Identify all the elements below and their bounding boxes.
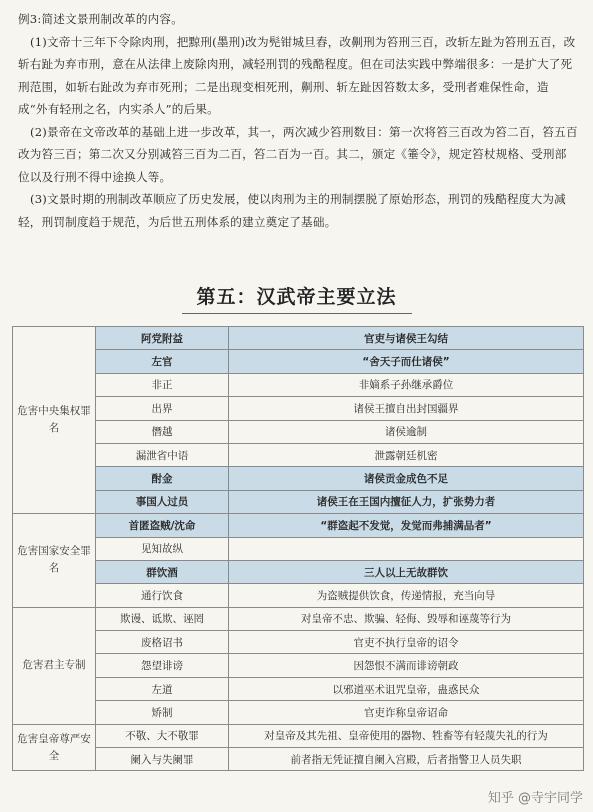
table-row <box>13 584 584 607</box>
table-row <box>13 607 584 630</box>
category-cell: 危害皇帝尊严安全 <box>13 724 96 771</box>
offense-description-cell: “舍天子而仕诸侯” <box>229 350 584 373</box>
paragraph: (1)文帝十三年下令除肉刑，把黥刑(墨刑)改为髡钳城旦舂，改劓刑为笞刑三百，改斩左趾为笞刑五百，改斩右趾为弃市刑，意在从法律上废除肉刑，减轻刑罚的残酷程度。但在司法实践中弊端很多：一是扩大了死刑范围，如斩右趾改为弃市死刑；二是出现变相死刑，劓刑、斩左趾因笞数太多，受刑者难保性命，造成“外有轻刑之名，内实杀人”的后果。 <box>18 34 576 116</box>
offense-description-cell: “群盗起不发觉，发觉而弗捕满品者” <box>229 514 584 537</box>
offense-name-cell: 矫制 <box>96 701 229 724</box>
offense-description-cell: 泄露朝廷机密 <box>229 443 584 466</box>
table-row <box>13 654 584 677</box>
table-row <box>13 631 584 654</box>
offense-name-cell: 群饮酒 <box>96 560 229 583</box>
legislation-table <box>12 326 584 771</box>
offense-name-cell: 欺谩、诋欺、诬罔 <box>96 607 229 630</box>
table-row <box>13 514 584 537</box>
table-row <box>13 701 584 724</box>
offense-description-cell: 为盗贼提供饮食，传递情报，充当向导 <box>229 584 584 607</box>
offense-description-cell: 官吏与诸侯王勾结 <box>229 327 584 350</box>
offense-name-cell: 不敬、大不敬罪 <box>96 724 229 747</box>
offense-name-cell: 通行饮食 <box>96 584 229 607</box>
offense-name-cell: 左官 <box>96 350 229 373</box>
offense-name-cell: 酎金 <box>96 467 229 490</box>
offense-name-cell: 阑入与失阑罪 <box>96 748 229 771</box>
offense-description-cell <box>229 537 584 560</box>
offense-name-cell: 首匿盗贼/沈命 <box>96 514 229 537</box>
offense-name-cell: 事国人过员 <box>96 490 229 513</box>
answer-text <box>18 8 578 233</box>
offense-description-cell: 以邪道巫术诅咒皇帝，蛊惑民众 <box>229 677 584 700</box>
table-row <box>13 327 584 350</box>
table-row <box>13 350 584 373</box>
table-row <box>13 420 584 443</box>
offense-description-cell: 三人以上无故群饮 <box>229 560 584 583</box>
table-row <box>13 748 584 771</box>
table-row <box>13 677 584 700</box>
table-row <box>13 443 584 466</box>
offense-description-cell: 官吏诈称皇帝诏命 <box>229 701 584 724</box>
table-row <box>13 467 584 490</box>
offense-description-cell: 因怨恨不满而诽谤朝政 <box>229 654 584 677</box>
watermark: 知乎 @寺宇同学 <box>487 791 583 806</box>
offense-name-cell: 怨望诽谤 <box>96 654 229 677</box>
offense-description-cell: 诸侯贡金成色不足 <box>229 467 584 490</box>
offense-name-cell: 阿党附益 <box>96 327 229 350</box>
offense-description-cell: 诸侯逾制 <box>229 420 584 443</box>
offense-name-cell: 废格诏书 <box>96 631 229 654</box>
table-row <box>13 373 584 396</box>
offense-description-cell: 对皇帝及其先祖、皇帝使用的器物、牲畜等有轻蔑失礼的行为 <box>229 724 584 747</box>
offense-name-cell: 见知故纵 <box>96 537 229 560</box>
title-underline <box>182 313 412 314</box>
paragraph: (2)景帝在文帝改革的基础上进一步改革，其一，两次减少笞刑数目：第一次将笞三百改为笞二百，笞五百改为笞三百；第二次又分别减笞三百为二百，笞二百为一百。其二，颁定《箠令》，规定笞杖规格、受刑部位以及行刑不得中途换人等。 <box>18 124 578 184</box>
category-cell: 危害国家安全罪名 <box>13 514 96 608</box>
offense-description-cell: 前者指无凭证擅自阑入宫殿，后者指警卫人员失职 <box>229 748 584 771</box>
offense-description-cell: 非嫡系子孙继承爵位 <box>229 373 584 396</box>
question-heading: 例3:简述文景刑制改革的内容。 <box>18 12 184 26</box>
table-row <box>13 724 584 747</box>
category-cell: 危害中央集权罪名 <box>13 327 96 514</box>
offense-description-cell: 诸侯王在王国内擅征人力，扩张势力者 <box>229 490 584 513</box>
offense-name-cell: 非正 <box>96 373 229 396</box>
offense-name-cell: 漏泄省中语 <box>96 443 229 466</box>
table-row <box>13 490 584 513</box>
table-row <box>13 537 584 560</box>
offense-name-cell: 出界 <box>96 397 229 420</box>
offense-name-cell: 僭越 <box>96 420 229 443</box>
paragraph: (3)文景时期的刑制改革顺应了历史发展，使以肉刑为主的刑制摆脱了原始形态，刑罚的残酷程度大为减轻，刑罚制度趋于规范，为后世五刑体系的建立奠定了基础。 <box>18 192 566 229</box>
offense-name-cell: 左道 <box>96 677 229 700</box>
offense-description-cell: 诸侯王擅自出封国疆界 <box>229 397 584 420</box>
section-title: 第五：汉武帝主要立法 <box>196 286 397 308</box>
table-row <box>13 560 584 583</box>
table-row <box>13 397 584 420</box>
offense-description-cell: 官吏不执行皇帝的诏令 <box>229 631 584 654</box>
category-cell: 危害君主专制 <box>13 607 96 724</box>
offense-description-cell: 对皇帝不忠、欺骗、轻侮、毁辱和诬蔑等行为 <box>229 607 584 630</box>
